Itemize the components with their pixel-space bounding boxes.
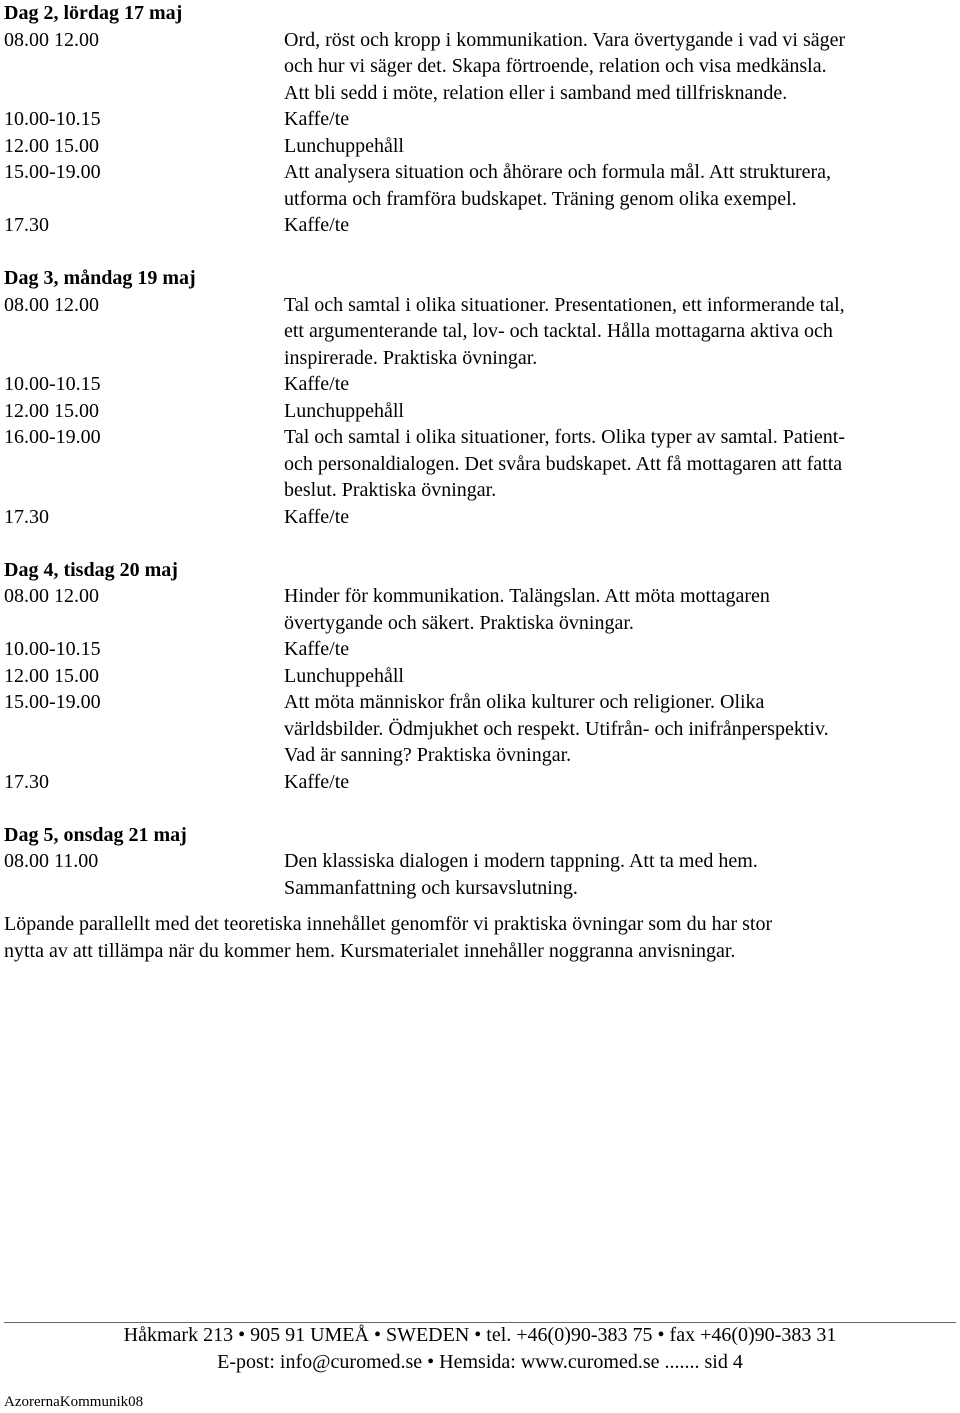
schedule-row [4, 27, 956, 107]
schedule-row [4, 371, 956, 398]
activity-description [284, 424, 956, 504]
schedule-row [4, 769, 956, 796]
activity-description [284, 504, 956, 531]
day-heading: Dag 5, onsdag 21 maj [4, 823, 187, 846]
description-line: övertygande och säkert. Praktiska övningar. [284, 611, 634, 634]
schedule-row [4, 848, 956, 901]
description-line: Att analysera situation och åhörare och formula mål. Att strukturera, [284, 161, 832, 183]
description-line: Tal och samtal i olika situationer, forts. Olika typer av samtal. Patient- [284, 426, 845, 448]
day-section [4, 822, 956, 902]
description-line: Kaffe/te [284, 373, 350, 395]
activity-description [284, 663, 956, 690]
description-line: och personaldialogen. Det svåra budskapet. Att få mottagaren att fatta [284, 452, 843, 475]
activity-description [284, 106, 956, 133]
footer-divider [4, 1322, 956, 1323]
day-section [4, 265, 956, 530]
day-section [4, 0, 956, 239]
schedule-row [4, 504, 956, 531]
schedule-row [4, 398, 956, 425]
schedule-row [4, 663, 956, 690]
day-section [4, 557, 956, 796]
activity-description [284, 133, 956, 160]
time-slot: 10.00-10.15 [4, 373, 101, 395]
schedule-row [4, 583, 956, 636]
section-gap [4, 239, 956, 266]
activity-description [284, 769, 956, 796]
schedule-row [4, 424, 956, 504]
description-line: Ord, röst och kropp i kommunikation. Vara övertygande i vad vi säger [284, 28, 846, 51]
description-line: Sammanfattning och kursavslutning. [284, 876, 578, 899]
time-slot: 12.00 15.00 [4, 134, 99, 157]
footer-contact: E-post: info@curomed.se • Hemsida: www.curomed.se ....... sid 4 [217, 1351, 743, 1373]
description-line: Lunchuppehåll [284, 399, 404, 422]
activity-description [284, 292, 956, 372]
section-gap [4, 795, 956, 822]
day-heading: Dag 2, lördag 17 maj [4, 2, 183, 24]
time-slot: 17.30 [4, 770, 49, 793]
time-slot: 10.00-10.15 [4, 638, 101, 660]
description-line: Vad är sanning? Praktiska övningar. [284, 744, 572, 766]
description-line: Kaffe/te [284, 638, 350, 660]
description-line: utforma och framföra budskapet. Träning genom olika exempel. [284, 187, 797, 210]
closing-paragraph [4, 911, 956, 964]
description-line: beslut. Praktiska övningar. [284, 479, 497, 501]
description-line: Kaffe/te [284, 108, 350, 130]
activity-description [284, 398, 956, 425]
activity-description [284, 371, 956, 398]
description-line: Kaffe/te [284, 770, 350, 793]
description-line: Kaffe/te [284, 214, 350, 236]
section-gap [4, 530, 956, 557]
time-slot: 12.00 15.00 [4, 664, 99, 687]
description-line: inspirerade. Praktiska övningar. [284, 346, 538, 369]
activity-description [284, 689, 956, 769]
activity-description [284, 212, 956, 239]
day-heading: Dag 3, måndag 19 maj [4, 267, 196, 289]
document-reference: AzorernaKommunik08 [4, 1394, 144, 1410]
activity-description [284, 159, 956, 212]
schedule-row [4, 689, 956, 769]
time-slot: 08.00 11.00 [4, 850, 99, 872]
time-slot: 08.00 12.00 [4, 293, 99, 316]
description-line: Hinder för kommunikation. Talängslan. Att möta mottagaren [284, 585, 770, 607]
time-slot: 15.00-19.00 [4, 161, 101, 183]
time-slot: 15.00-19.00 [4, 691, 101, 713]
activity-description [284, 848, 956, 901]
activity-description [284, 27, 956, 107]
schedule-row [4, 292, 956, 372]
description-line: Den klassiska dialogen i modern tappning. Att ta med hem. [284, 850, 758, 872]
time-slot: 08.00 12.00 [4, 585, 99, 607]
description-line: Att möta människor från olika kulturer och religioner. Olika [284, 691, 765, 713]
time-slot: 10.00-10.15 [4, 108, 101, 130]
description-line: och hur vi säger det. Skapa förtroende, relation och visa medkänsla. [284, 55, 827, 77]
activity-description [284, 583, 956, 636]
footer-address: Håkmark 213 • 905 91 UMEÅ • SWEDEN • tel. +46(0)90-383 75 • fax +46(0)90-383 31 [123, 1324, 837, 1346]
description-line: Tal och samtal i olika situationer. Presentationen, ett informerande tal, [284, 293, 845, 316]
description-line: Att bli sedd i möte, relation eller i samband med tillfrisknande. [284, 81, 788, 104]
schedule-row [4, 636, 956, 663]
description-line: Lunchuppehåll [284, 664, 404, 687]
day-heading: Dag 4, tisdag 20 maj [4, 558, 178, 581]
schedule-page [4, 0, 956, 964]
description-line: Kaffe/te [284, 505, 350, 528]
time-slot: 17.30 [4, 214, 49, 236]
activity-description [284, 636, 956, 663]
schedule-row [4, 133, 956, 160]
closing-line: Löpande parallellt med det teoretiska innehållet genomför vi praktiska övningar som du har stor [4, 913, 773, 935]
description-line: Lunchuppehåll [284, 134, 404, 157]
schedule-row [4, 212, 956, 239]
time-slot: 17.30 [4, 505, 49, 528]
description-line: ett argumenterande tal, lov- och tacktal. Hålla mottagarna aktiva och [284, 320, 833, 342]
closing-line: nytta av att tillämpa när du kommer hem. Kursmaterialet innehåller noggranna anvisningar. [4, 939, 736, 962]
time-slot: 12.00 15.00 [4, 399, 99, 422]
description-line: världsbilder. Ödmjukhet och respekt. Utifrån- och inifrånperspektiv. [284, 717, 829, 740]
time-slot: 16.00-19.00 [4, 426, 101, 448]
schedule-row [4, 159, 956, 212]
schedule-row [4, 106, 956, 133]
time-slot: 08.00 12.00 [4, 28, 99, 51]
